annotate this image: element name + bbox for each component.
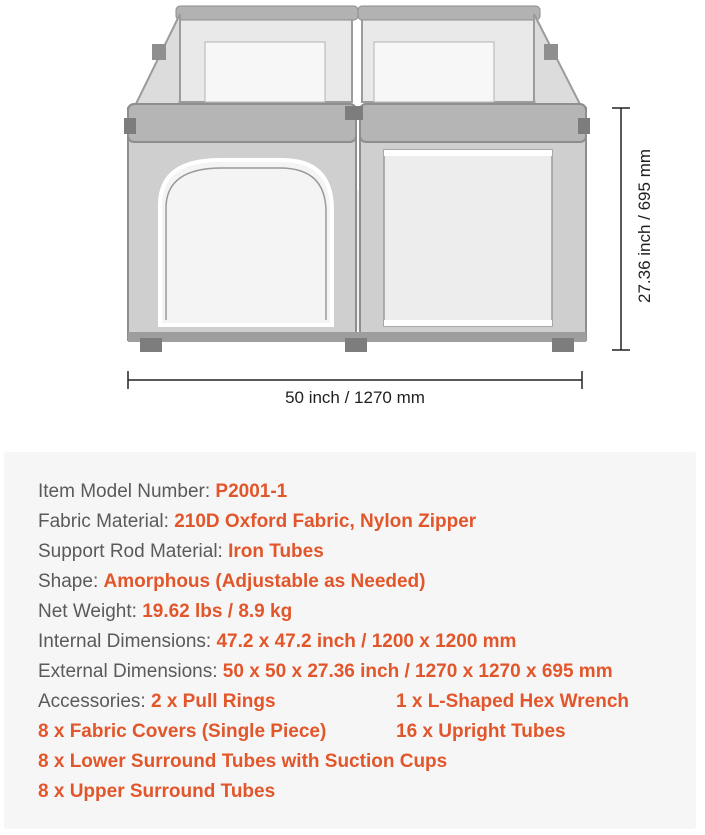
accessory-item: 16 x Upright Tubes [396,721,566,742]
spec-shape [38,570,426,594]
spec-value: Iron Tubes [228,541,324,562]
accessory-item: 2 x Pull Rings [150,691,276,712]
height-dimension-label: 27.36 inch / 695 mm [635,148,654,304]
spec-accessories [38,690,276,714]
spec-label: Support Rod Material: [38,541,229,562]
height-dimension-line [612,108,630,350]
spec-internal-dimensions [38,630,516,654]
spec-net-weight [38,600,292,624]
spec-value: 210D Oxford Fabric, Nylon Zipper [174,511,477,532]
accessory-item: 8 x Upper Surround Tubes [38,781,276,802]
spec-value: P2001-1 [215,481,288,502]
spec-value: 50 x 50 x 27.36 inch / 1270 x 1270 x 695 mm [222,661,613,682]
spec-fabric-material [38,510,476,534]
spec-label: Item Model Number: [38,481,216,502]
accessory-line [38,750,447,774]
accessory-item: 8 x Lower Surround Tubes with Suction Cups [38,751,448,772]
accessory-line [38,780,275,804]
spec-value: 19.62 lbs / 8.9 kg [142,601,293,622]
spec-value: 47.2 x 47.2 inch / 1200 x 1200 mm [216,631,517,652]
width-dimension-label: 50 inch / 1270 mm [285,388,425,407]
spec-model-number [38,480,287,504]
width-dimension-line [128,371,582,389]
spec-external-dimensions [38,660,613,684]
spec-label: Shape: [38,571,104,592]
accessory-item: 1 x L-Shaped Hex Wrench [396,691,629,712]
spec-label: Internal Dimensions: [38,631,217,652]
spec-label: Net Weight: [38,601,143,622]
accessory-line [38,720,326,744]
spec-value: Amorphous (Adjustable as Needed) [103,571,426,592]
spec-support-rod-material [38,540,324,564]
playpen-back-panels [176,6,540,102]
spec-label: External Dimensions: [38,661,223,682]
specifications-panel [4,452,696,829]
accessory-item: 8 x Fabric Covers (Single Piece) [38,721,327,742]
spec-label: Fabric Material: [38,511,175,532]
spec-label: Accessories: [38,691,151,712]
playpen-front-panels [124,104,590,352]
